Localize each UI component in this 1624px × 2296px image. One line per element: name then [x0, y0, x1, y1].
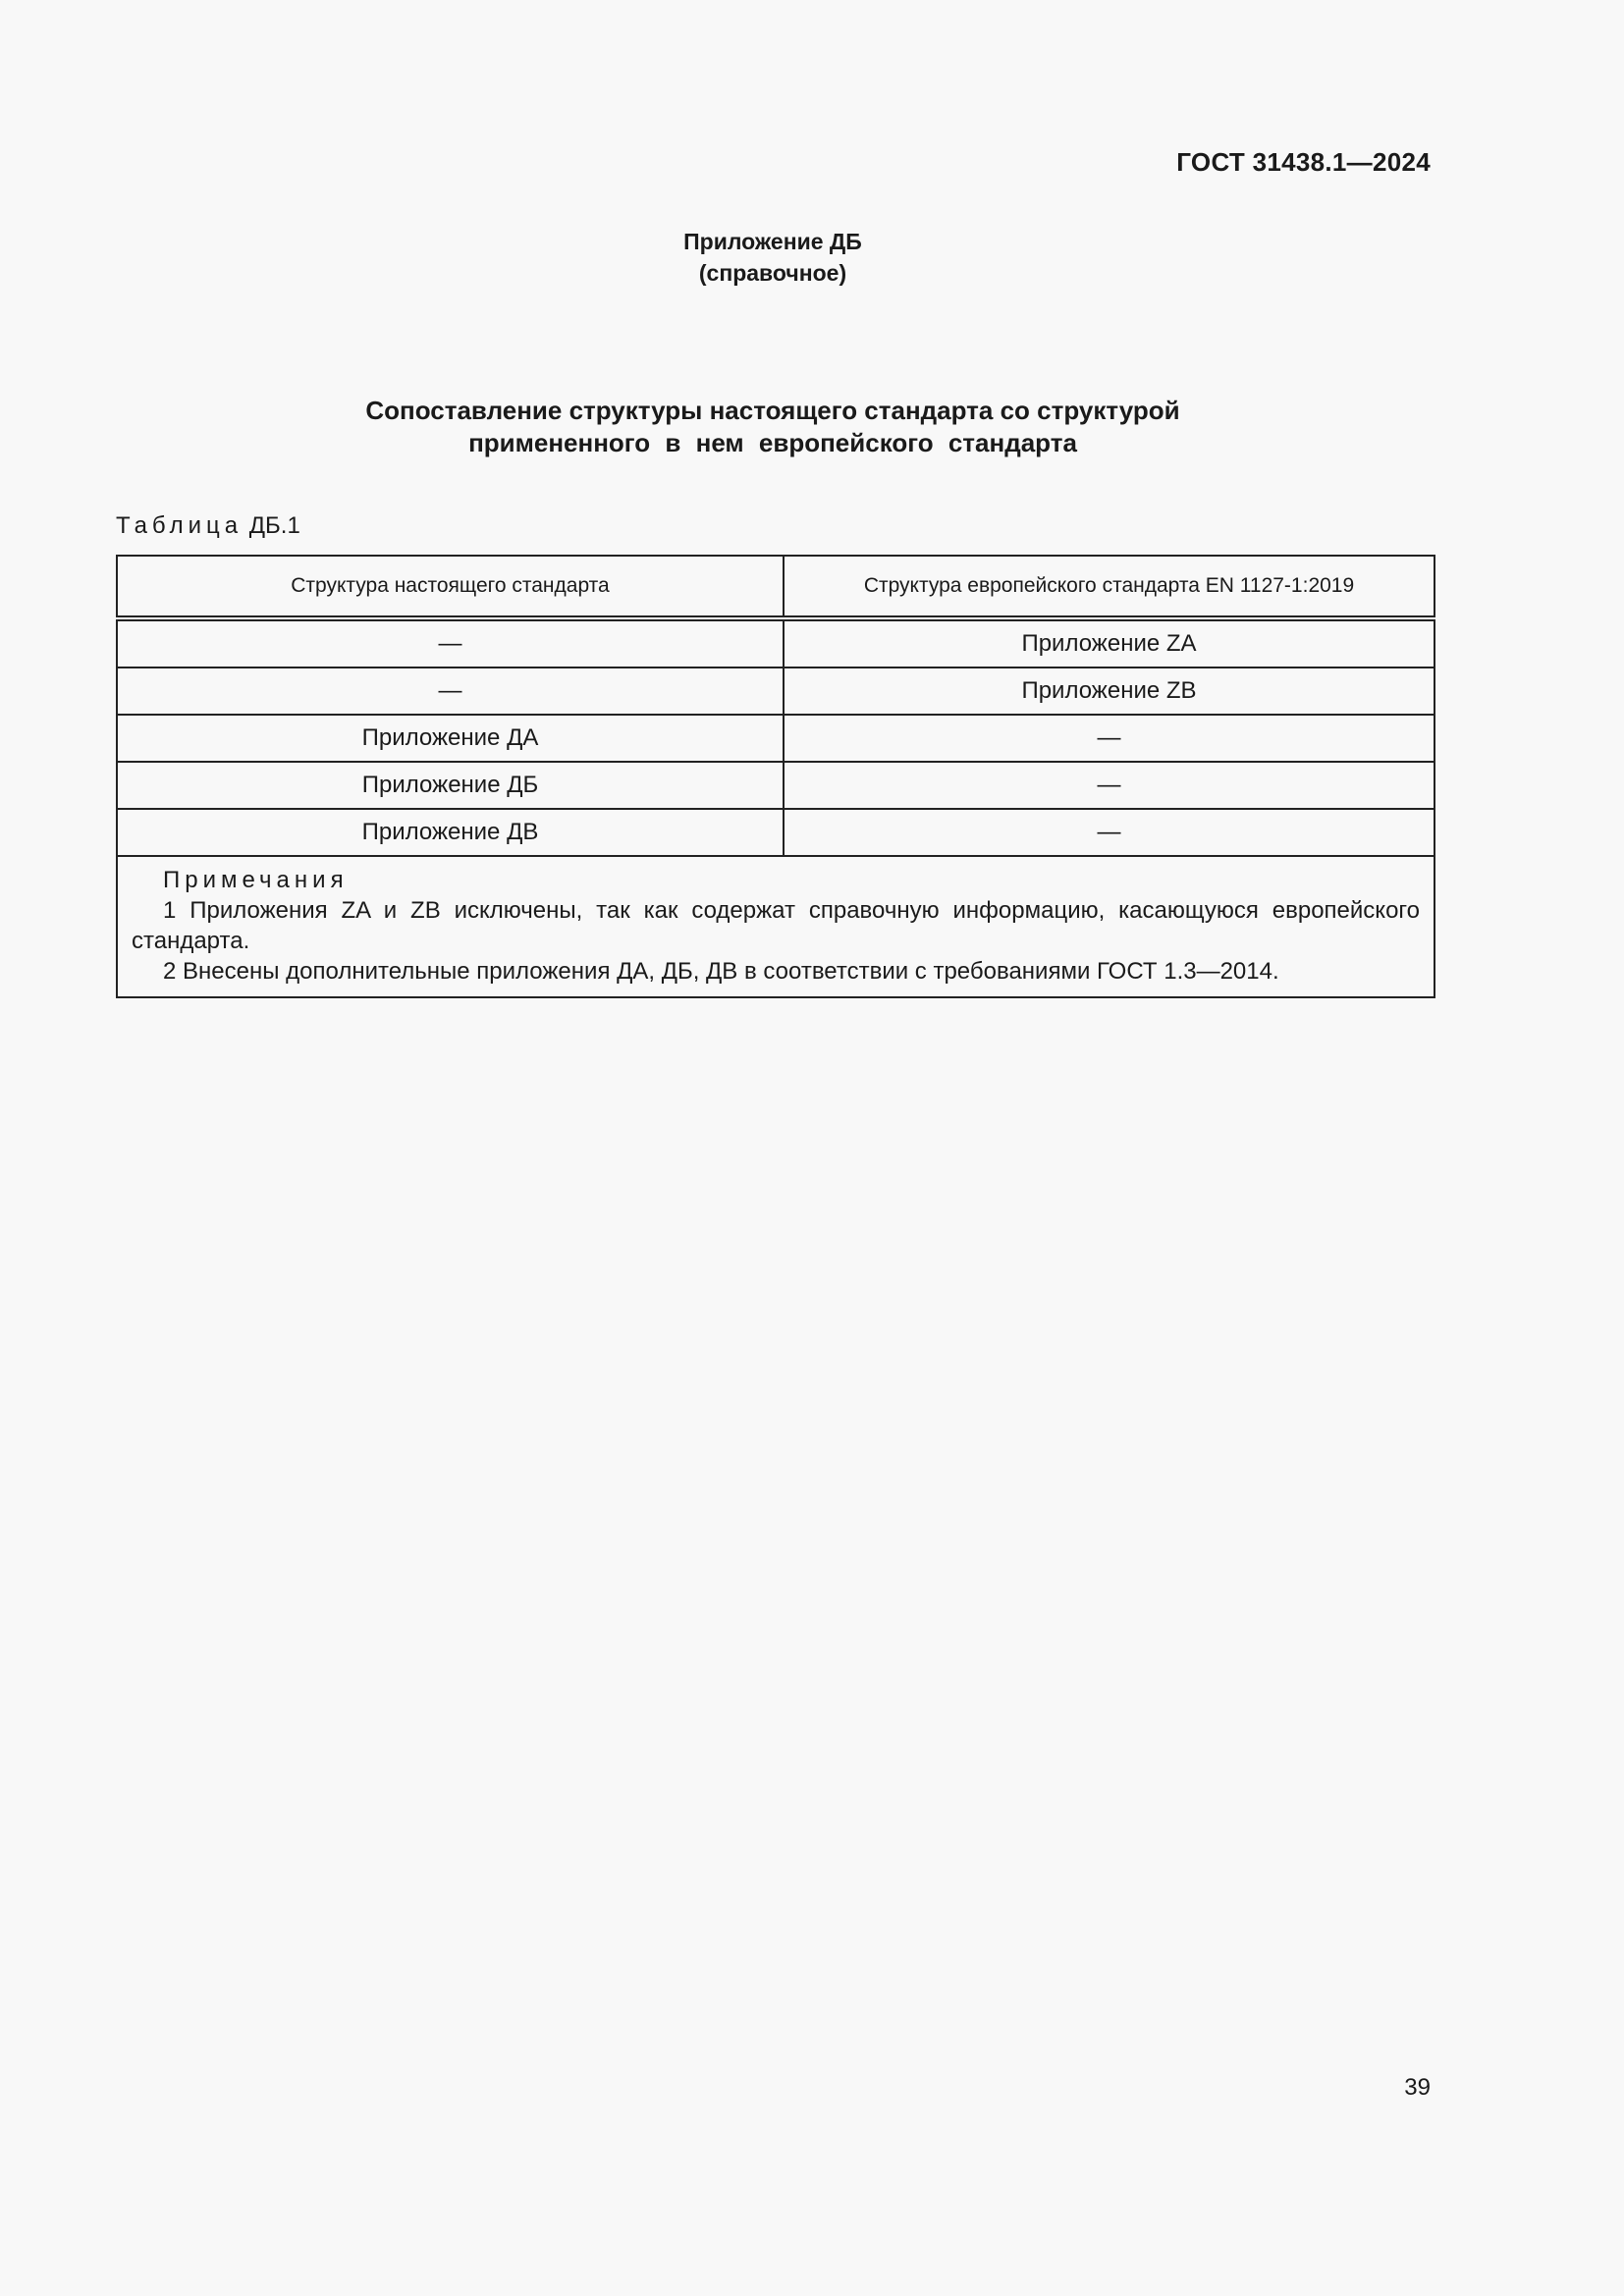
table-cell: Приложение ZB — [784, 667, 1435, 715]
header-european-standard: Структура европейского стандарта EN 1127-1:2019 — [784, 556, 1435, 618]
appendix-heading — [0, 226, 1545, 289]
table-header-row — [117, 556, 1435, 618]
note-item-2: 2 Внесены дополнительные приложения ДА, ДБ, ДВ в соответствии с требованиями ГОСТ 1.3—2014. — [163, 958, 1279, 985]
page-number: 39 — [1404, 2074, 1431, 2101]
table-cell: Приложение ДБ — [117, 762, 784, 809]
section-title-line-2: примененного в нем европейского стандарта — [468, 428, 1077, 457]
table-caption-word: Таблица — [116, 512, 244, 539]
section-title-line-1: Сопоставление структуры настоящего стандарта со структурой — [365, 396, 1180, 425]
section-title — [0, 395, 1545, 459]
table-cell: — — [117, 618, 784, 667]
table-caption-number: ДБ.1 — [248, 512, 300, 539]
table-cell: — — [784, 809, 1435, 856]
table-row — [117, 762, 1435, 809]
table-row — [117, 667, 1435, 715]
table-cell: — — [117, 667, 784, 715]
appendix-title: Приложение ДБ — [683, 229, 862, 254]
table-cell: Приложение ДВ — [117, 809, 784, 856]
table-row — [117, 809, 1435, 856]
table-cell: Приложение ZA — [784, 618, 1435, 667]
table-cell: — — [784, 762, 1435, 809]
table-row — [117, 715, 1435, 762]
header-current-standard: Структура настоящего стандарта — [117, 556, 784, 618]
table-cell: — — [784, 715, 1435, 762]
document-code: ГОСТ 31438.1—2024 — [1176, 147, 1431, 177]
notes-heading: Примечания — [163, 867, 349, 893]
table-caption — [116, 512, 300, 540]
notes-cell — [117, 856, 1435, 997]
notes-row — [117, 856, 1435, 997]
comparison-table — [116, 555, 1435, 998]
note-item-1: 1 Приложения ZA и ZB исключены, так как содержат справочную информацию, касающуюся европейского стандарта. — [132, 897, 1420, 954]
comparison-table-wrapper — [116, 555, 1434, 998]
table-cell: Приложение ДА — [117, 715, 784, 762]
appendix-subtitle: (справочное) — [698, 260, 847, 286]
table-row — [117, 618, 1435, 667]
